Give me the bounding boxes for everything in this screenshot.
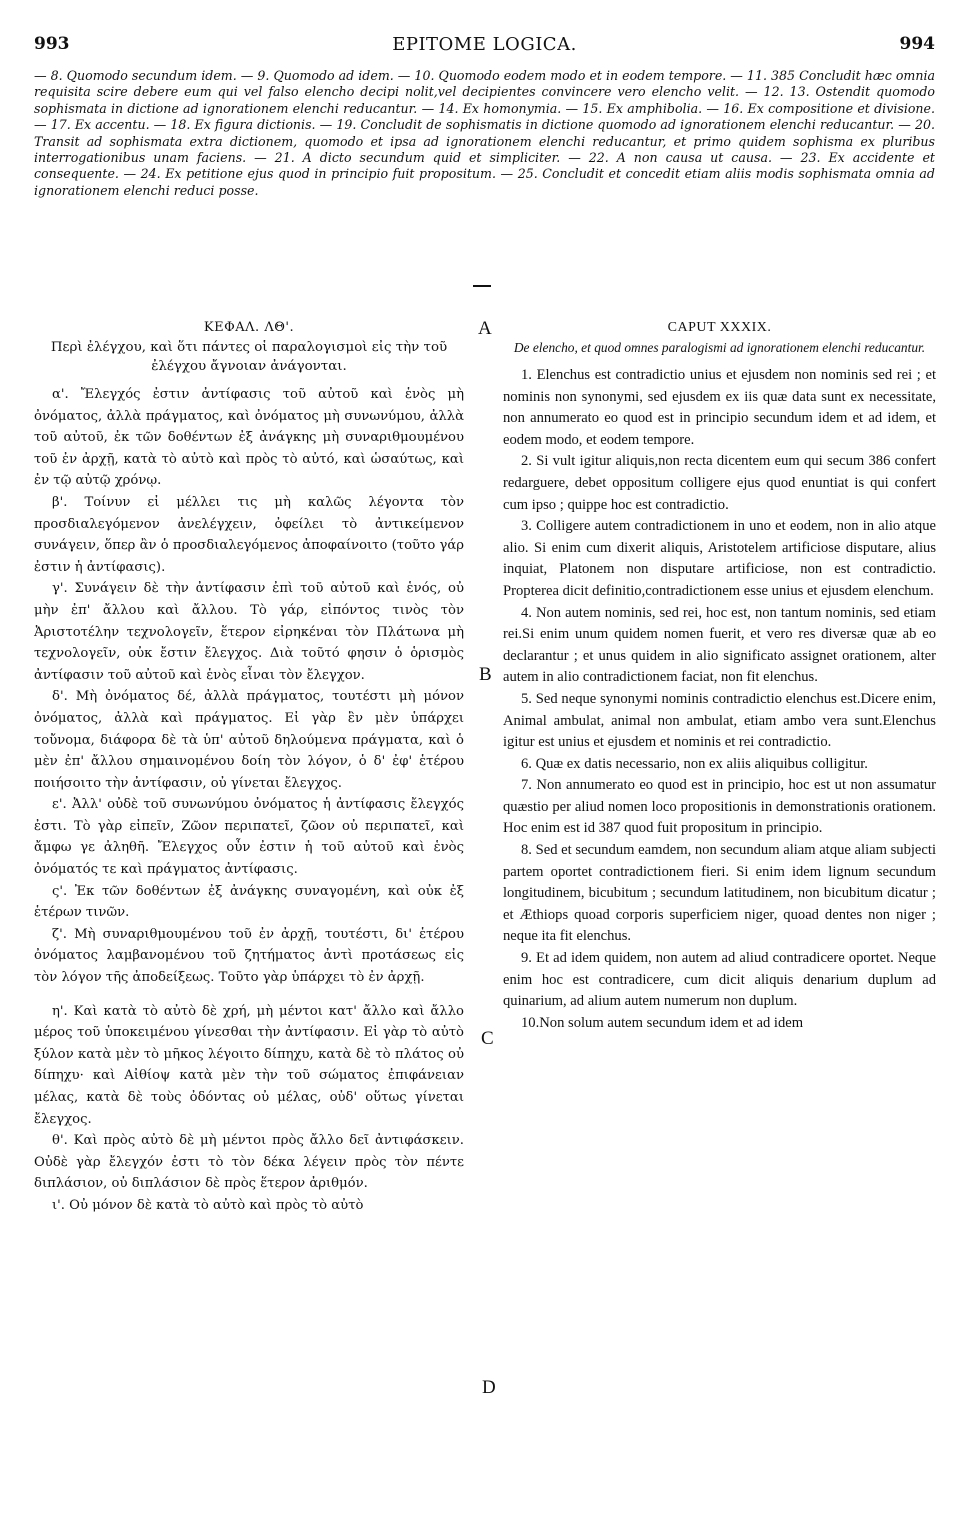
paragraph-gap — [34, 989, 464, 1001]
chapter-summary: — 8. Quomodo secundum idem. — 9. Quomodo ad idem. — 10. Quomodo eodem modo et in eodem tempore. — 11. 385 Concludit hæc omnia requisita scire debere eum qui vel falso elencho decipi nolit,vel decipientes convincere vero elencho velit. — 12. 13. Ostendit quomodo sophismata in dictione ad ignorationem elenchi reducantur. — 14. Ex homonymia. — 15. Ex amphibolia. — 16. Ex compositione et divisione. — 17. Ex accentu. — 18. Ex figura dictionis. — 19. Concludit de sophismatis in dictione quomodo ad ignorationem elenchi reducantur. — 20. Transit ad sophismata extra dictionem, quomodo et ipsa ad ignorationem elenchi reducantur, et primo quidem sophisma ex pluribus interrogationibus unam faciens. — 21. A dicto secundum quid et simpliciter. — 22. A non causa ut causa. — 23. Ex accidente et consequente. — 24. Ex petitione ejus quod in principio fuit propositum. — 25. Concludit et concedit etiam aliis modis sophismata omnia ad ignorationem elenchi reduci posse. — [34, 68, 935, 198]
margin-letter-b: B — [479, 664, 492, 685]
latin-paragraph: 6. Quæ ex datis necessario, non ex aliis aliquibus colligitur. — [521, 755, 868, 772]
greek-paragraph: α'. Ἔλεγχός ἐστιν ἀντίφασις τοῦ αὐτοῦ καὶ ἑνὸς μὴ ὀνόματος, ἀλλὰ πράγματος, καὶ ὀνόματος μὴ συνωνύμου, ἀλλὰ τοῦ αὐτοῦ, ἐκ τῶν δοθέντων ἐξ ἀνάγκης μὴ συναριθμουμένου τοῦ ἐν ἀρχῇ, κατὰ τὸ αὐτὸ καὶ πρὸς τὸ αὐτό, καὶ ὡσαύτως, καὶ ἐν τῷ αὐτῷ χρόνῳ. — [34, 387, 464, 489]
running-header — [34, 34, 935, 64]
greek-paragraph: β'. Τοίνυν εἰ μέλλει τις μὴ καλῶς λέγοντα τὸν προσδιαλεγόμενον ἀνελέγχειν, ὀφείλει τὸ ἀντικείμενον συνάγειν, ὅπερ ἂν ὁ προσδιαλεγόμενος ἀποφαίνοιτο (τοῦτο γάρ ἐστιν ἡ ἀντίφασις). — [34, 494, 464, 575]
greek-paragraph: ι'. Οὐ μόνον δὲ κατὰ τὸ αὐτὸ καὶ πρὸς τὸ αὐτὸ — [52, 1197, 364, 1213]
greek-paragraph: γ'. Συνάγειν δὲ τὴν ἀντίφασιν ἐπὶ τοῦ αὐτοῦ καὶ ἑνός, οὐ μὴν ἐπ' ἄλλου καὶ ἄλλου. Τὸ γάρ, εἰπόντος τινὸς τὸν Ἀριστοτέλην τεχνολογεῖν, ἕτερον εἰρηκέναι τὸν Πλάτωνα μὴ τεχνολογεῖν, οὐκ ἔστιν ἔλεγχος. Διὰ τοῦτό φησιν ὁ ὁρισμὸς ἀντίφασιν τοῦ αὐτοῦ καὶ ἑνὸς εἶναι τὸν ἔλεγχον. — [34, 581, 464, 683]
latin-chapter-subtitle: De elencho, et quod omnes paralogismi ad ignorationem elenchi reducantur. — [513, 340, 926, 355]
page-number-right: 994 — [899, 34, 935, 54]
section-divider — [473, 285, 491, 287]
margin-letter-a: A — [478, 318, 492, 339]
latin-paragraph: 3. Colligere autem contradictionem in uno et eodem, non in alio atque alio. Si enim cum dixerit aliquis, Aristotelem artificiose disputare, alius inquiat, Platonem non disputare artificiose, non est contradictio. Propterea dicit definitio,contradictionem esse unius et ejusdem elenchum. — [503, 518, 936, 599]
latin-paragraph: 5. Sed neque synonymi nominis contradictio elenchus est.Dicere enim, Animal ambulat, animal non ambulat, etiam ambo vera sunt.Elenchus igitur est unius et ejusdem et nominis et rei contradictio. — [503, 690, 936, 751]
greek-chapter-subtitle: Περὶ ἐλέγχου, καὶ ὅτι πάντες οἱ παραλογισμοὶ εἰς τὴν τοῦ ἐλέγχου ἄγνοιαν ἀνάγονται. — [50, 340, 448, 374]
greek-paragraph: η'. Καὶ κατὰ τὸ αὐτὸ δὲ χρή, μὴ μέντοι κατ' ἄλλο καὶ ἄλλο μέρος τοῦ ὑποκειμένου γίνεσθαι τὴν ἀντίφασιν. Εἰ γὰρ τὸ αὐτὸ ξύλον κατὰ μὲν τὸ μῆκος λέγοιτο δίπηχυ, κατὰ δὲ τὸ πλάτος οὐ δίπηχυ· καὶ Αἰθίοψ κατὰ μὲν τὴν τοῦ σώματος ἐπιφάνειαν μέλας, κατὰ δὲ τοὺς ὀδόντας οὐ μέλας, οὐδ' οὕτως γίνεται ἔλεγχος. — [34, 1003, 464, 1127]
latin-paragraph: 8. Sed et secundum eamdem, non secundum aliam atque aliam subjecti partem oportet contradictionem fieri. Si enim idem lignum secundum longitudinem, bicubitum ; secundum latitudinem, non bicubitum dicatur ; et Æthiops quoad corporis superficiem niger, quoad dentes non niger ; neque ita fit elenchus. — [503, 842, 936, 945]
margin-letter-d: D — [482, 1377, 496, 1398]
latin-paragraph: 7. Non annumerato eo quod est in principio, hoc est ut non assumatur quæstio per aliud nomen loco propositionis in demonstrationis orationem. Hoc enim est id 387 quod fuit propositum in principio. — [503, 777, 936, 837]
greek-paragraph: δ'. Μὴ ὀνόματος δέ, ἀλλὰ πράγματος, τουτέστι μὴ μόνον ὀνόματος, ἀλλὰ καὶ πράγματος. Εἰ γὰρ ἓν μὲν ὑπάρχει τοὔνομα, διάφορα δὲ τὰ ὑπ' αὐτοῦ δηλούμενα πράγματα, καὶ ὁ μὲν ἐπ' ἄλλου σημαινομένου δοίη τὸν λόγον, ὁ δ' ἐφ' ἑτέρου ποιήσοιτο τὴν ἀντίφασιν, οὐ γίνεται ἔλεγχος. — [34, 689, 464, 791]
page-number-left: 993 — [34, 34, 70, 54]
greek-paragraph: ς'. Ἐκ τῶν δοθέντων ἐξ ἀνάγκης συναγομένη, καὶ οὐκ ἐξ ἑτέρων τινῶν. — [34, 883, 464, 921]
running-title: EPITOME LOGICA. — [392, 34, 577, 55]
latin-paragraph: 10.Non solum autem secundum idem et ad idem — [521, 1014, 804, 1031]
latin-paragraph: 9. Et ad idem quidem, non autem ad aliud contradicere oportet. Neque enim hoc est contradicere, cum dicit aliquis denarium duplum ad quinarium, ad alium autem numerum non duplum. — [503, 950, 936, 1010]
latin-paragraph: 1. Elenchus est contradictio unius et ejusdem non nominis sed rei ; et nominis non synonymi, sed ejusdem ex iis quæ data sunt ex necessitate, non annumerato eo quod est in principio secundum idem et ad idem, et eodem modo, et eodem tempore. — [503, 367, 936, 448]
greek-paragraph: ε'. Ἀλλ' οὐδὲ τοῦ συνωνύμου ὀνόματος ἡ ἀντίφασις ἔλεγχός ἐστι. Τὸ γὰρ εἰπεῖν, Ζῶον περιπατεῖ, ζῶον οὐ περιπατεῖ, καὶ ἄμφω γε ἀληθῆ. Ἔλεγχος οὖν ἐστιν ἡ τοῦ αὐτοῦ καὶ ἑνὸς ὀνόματός τε καὶ πράγματος ἀντίφασις. — [34, 797, 464, 878]
latin-chapter-title: CAPUT XXXIX. — [667, 320, 772, 335]
margin-letter-c: C — [481, 1028, 494, 1049]
latin-column — [503, 318, 936, 1034]
greek-paragraph: θ'. Καὶ πρὸς αὐτὸ δὲ μὴ μέντοι πρὸς ἄλλο δεῖ ἀντιφάσκειν. Οὐδὲ γὰρ ἔλεγχόν ἐστι τὸ τὸν δέκα λέγειν πρὸς τὸν πέντε διπλάσιον, οὐ διπλάσιον δὲ πρὸς ἕτερον ἀριθμόν. — [34, 1133, 464, 1192]
latin-paragraph: 4. Non autem nominis, sed rei, hoc est, non tantum nominis, sed etiam rei.Si enim unum quidem nomen fuerit, et vero res diversæ quæ ab eo declarantur ; et unus quidem in alio significato assignet orationem, alter autem in alio contradictionem faciat, non fit elenchus. — [503, 604, 936, 686]
greek-paragraph: ζ'. Μὴ συναριθμουμένου τοῦ ἐν ἀρχῇ, τουτέστι, δι' ἑτέρου ὀνόματος λαμβανομένου τοῦ ζητήματος ἀντὶ προτάσεως εἰς τὸν λόγον τῆς ἀποδείξεως. Τοῦτο γὰρ ὑπάρχει τὸ ἐν ἀρχῇ. — [34, 926, 464, 986]
greek-chapter-title: ΚΕΦΑΛ. ΛΘ'. — [203, 320, 295, 335]
latin-paragraph: 2. Si vult igitur aliquis,non recta dicentem eum qui secum 386 confert redarguere, debet oppositum colligere ejus quod enuntiat is qui confert cum ipso ; quippe hoc est contradictio. — [503, 453, 936, 513]
greek-column — [34, 318, 464, 1217]
